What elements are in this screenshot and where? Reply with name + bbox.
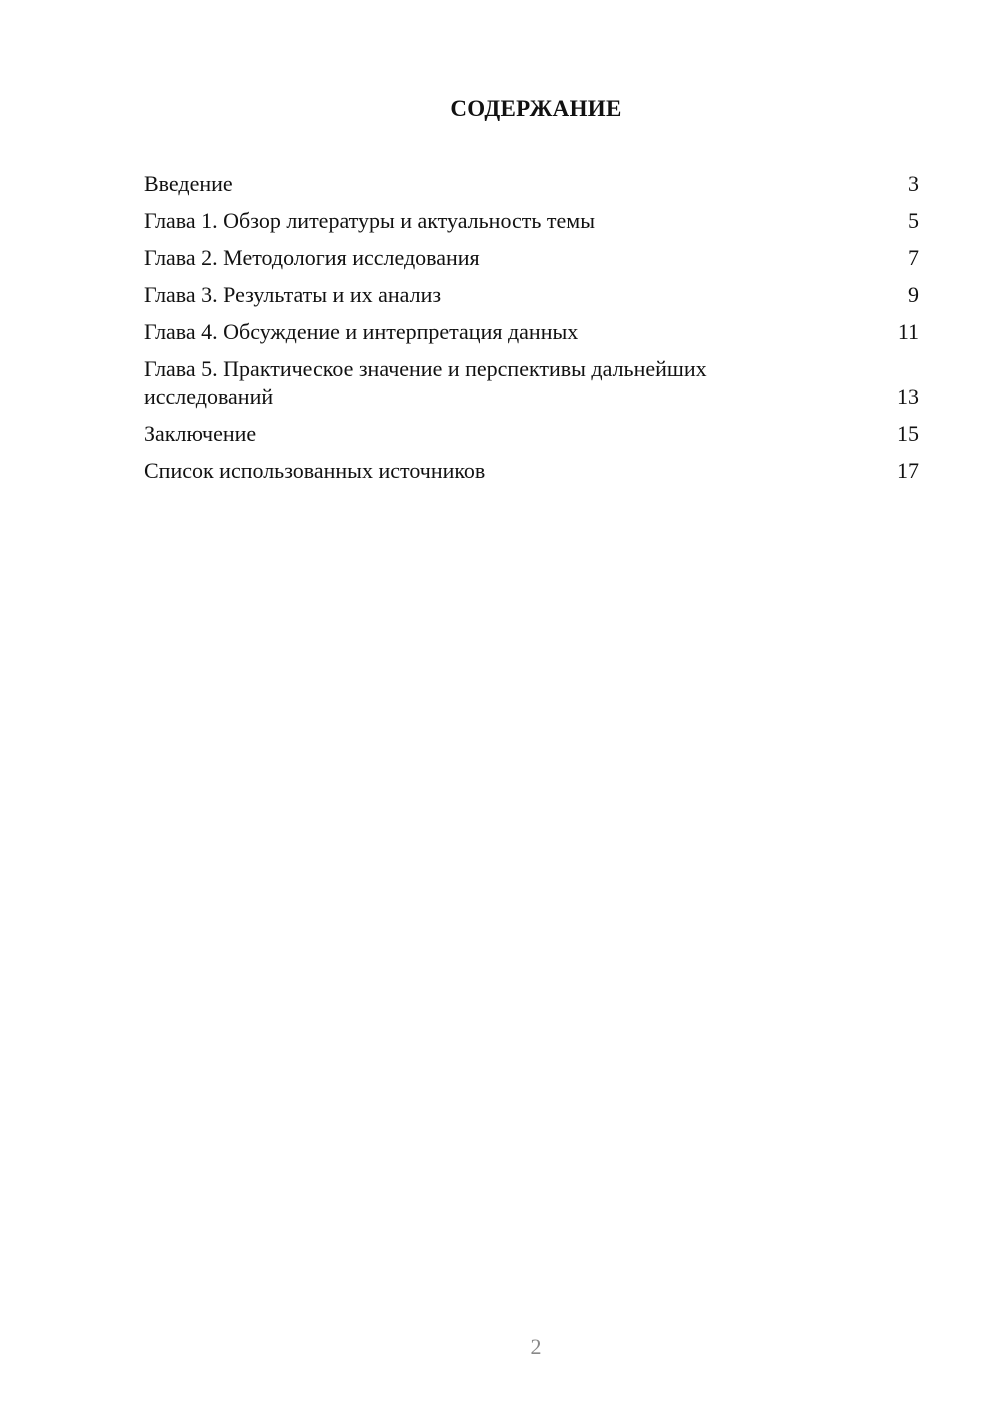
toc-entry <box>144 355 919 411</box>
toc-entry-page: 17 <box>897 458 919 483</box>
toc-entry-page: 5 <box>908 208 919 233</box>
toc-entry-label: Список использованных источников <box>144 458 486 483</box>
toc-entry-page: 15 <box>897 421 919 446</box>
toc-entry-label: Введение <box>144 171 233 196</box>
toc-entry <box>144 457 919 485</box>
toc-entry-page: 11 <box>897 319 919 344</box>
toc-entry <box>144 170 919 198</box>
toc-entry-label: Глава 5. Практическое значение и перспективы дальнейших исследований <box>144 356 707 409</box>
toc-entry-label: Глава 3. Результаты и их анализ <box>144 282 442 307</box>
toc-entry-page: 7 <box>908 245 919 270</box>
toc-entry <box>144 318 919 346</box>
toc-entry <box>144 244 919 272</box>
toc-entry <box>144 420 919 448</box>
toc-entry <box>144 207 919 235</box>
toc-entry-page: 13 <box>897 384 919 409</box>
toc-heading: СОДЕРЖАНИЕ <box>450 96 622 121</box>
toc-entry-label: Заключение <box>144 421 257 446</box>
toc-entry-label: Глава 4. Обсуждение и интерпретация данных <box>144 319 579 344</box>
toc-entry-page: 3 <box>908 171 919 196</box>
toc-entry-label: Глава 1. Обзор литературы и актуальность темы <box>144 208 595 233</box>
page-number: 2 <box>530 1334 542 1359</box>
toc-entry <box>144 281 919 309</box>
toc-entry-page: 9 <box>908 282 919 307</box>
toc-entry-label: Глава 2. Методология исследования <box>144 245 480 270</box>
table-of-contents <box>144 170 919 494</box>
